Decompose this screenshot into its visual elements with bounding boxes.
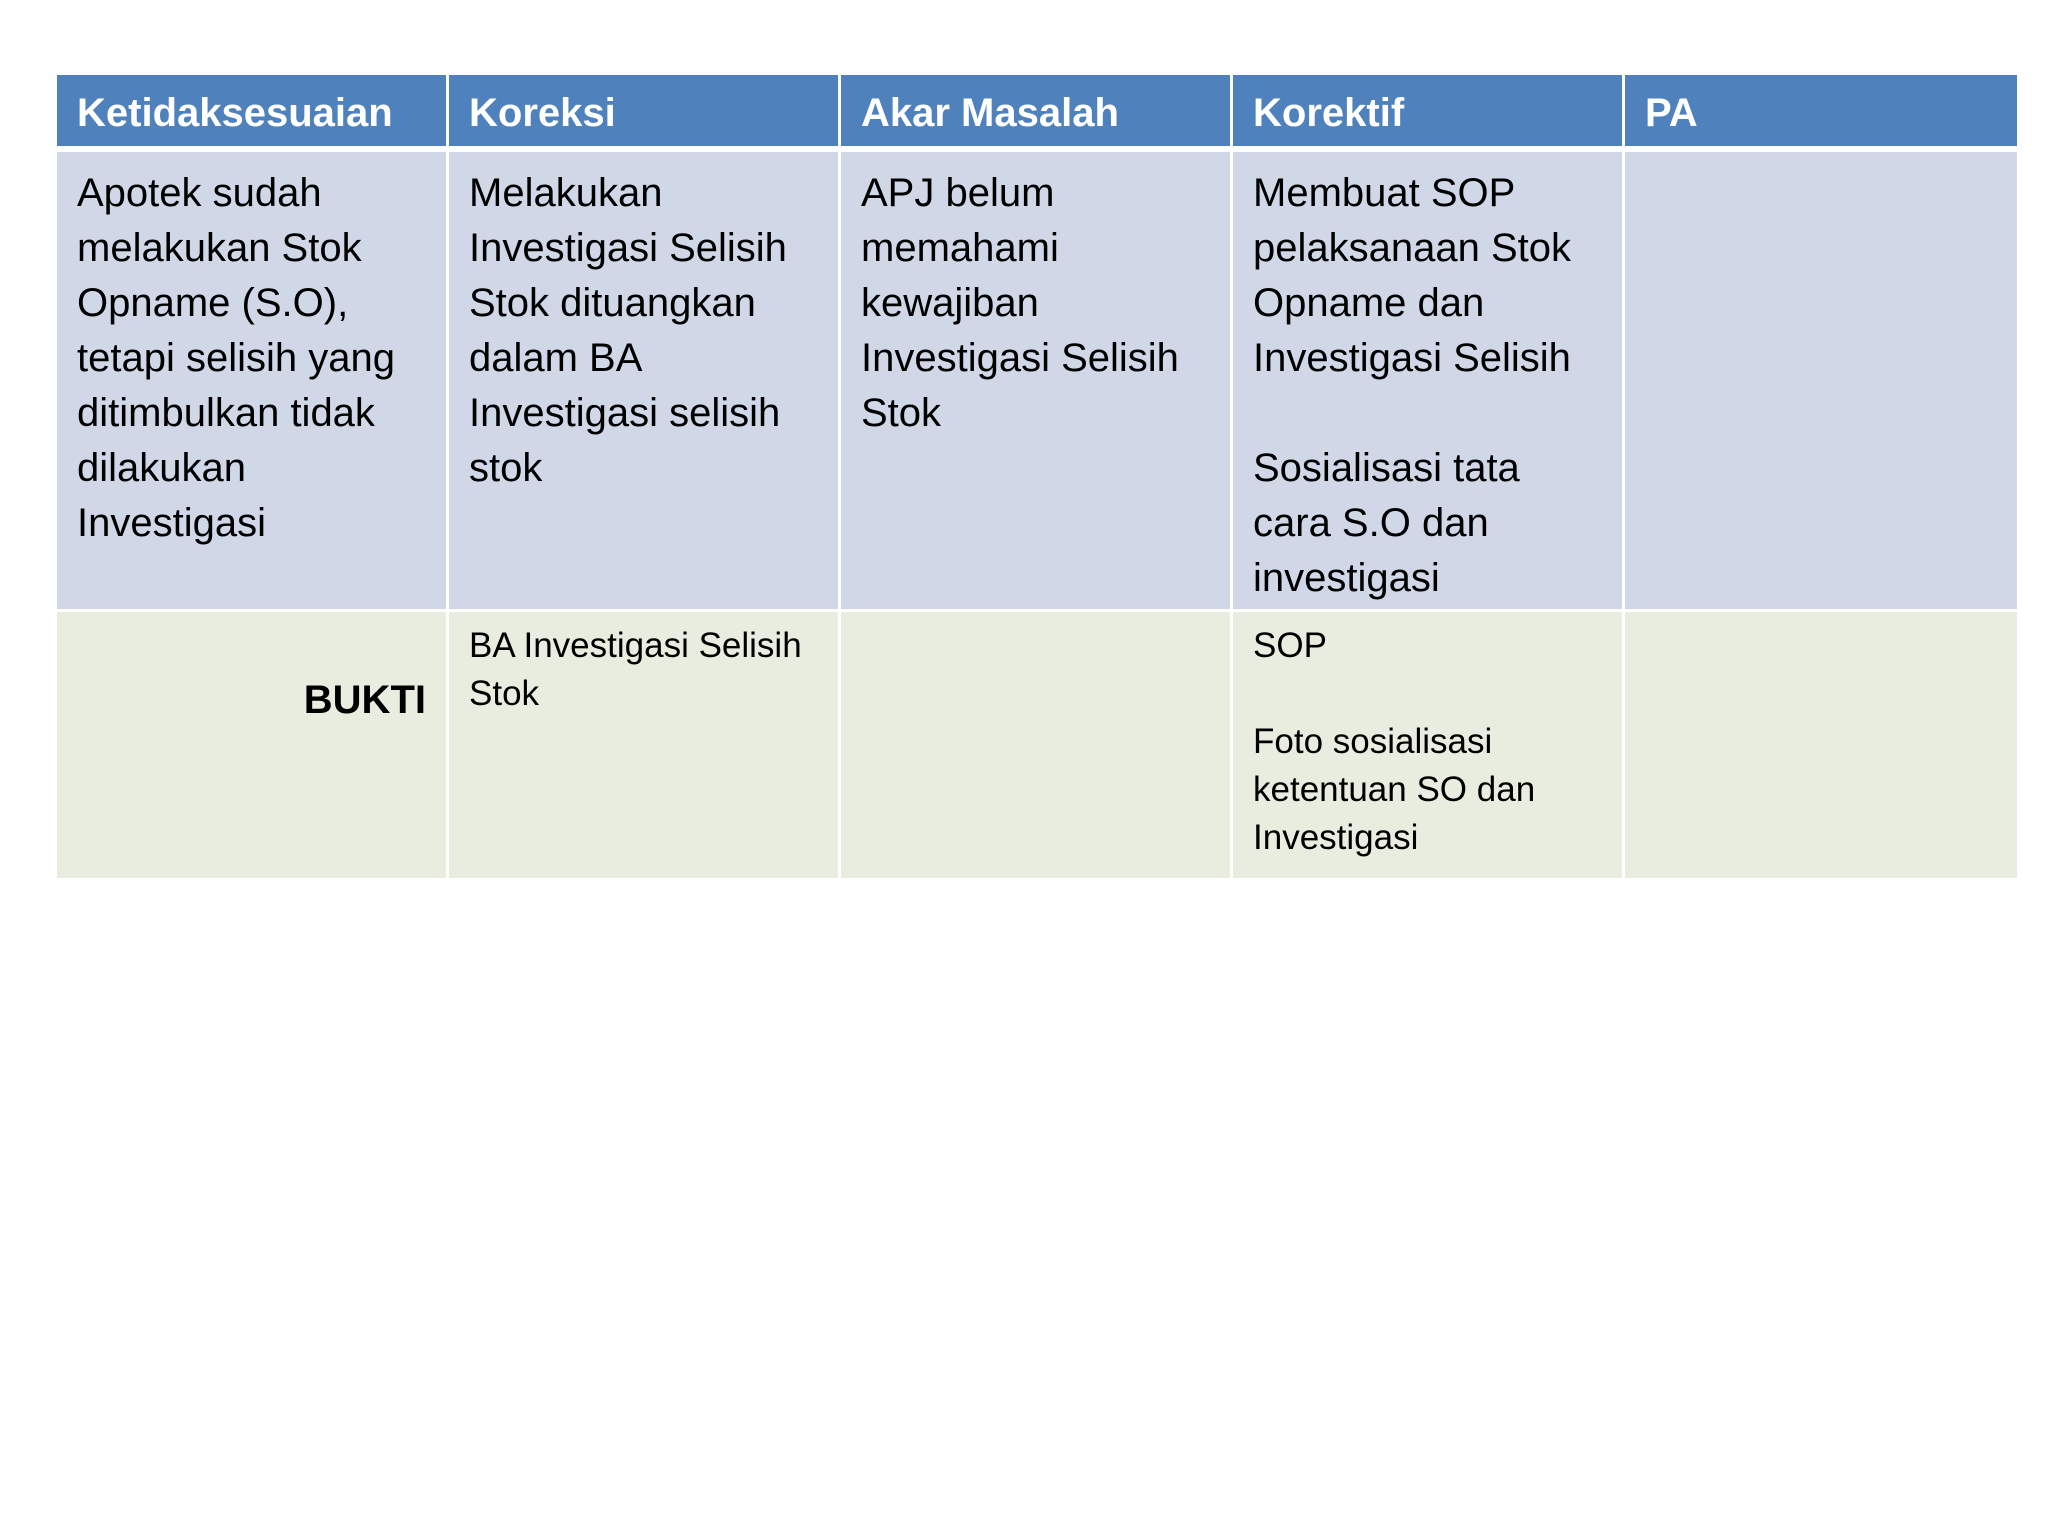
header-ketidaksesuaian: Ketidaksesuaian [57,75,449,152]
cell-pa [1625,152,2017,612]
cell-ketidaksesuaian: Apotek sudah melakukan Stok Opname (S.O), tetapi selisih yang ditimbulkan tidak dilakukan Investigasi [57,152,449,612]
bukti-item-sop: SOP [1253,626,1327,665]
cell-koreksi: Melakukan Investigasi Selisih Stok dituangkan dalam BA Investigasi selisih stok [449,152,841,612]
korektif-item-sosialisasi: Sosialisasi tata cara S.O dan investigasi [1253,446,1520,600]
bukti-akar-masalah [841,612,1233,881]
bukti-pa [1625,612,2017,881]
bukti-koreksi: BA Investigasi Selisih Stok [449,612,841,881]
cell-akar-masalah: APJ belum memahami kewajiban Investigasi Selisih Stok [841,152,1233,612]
header-akar-masalah: Akar Masalah [841,75,1233,152]
corrective-action-table [57,75,2017,881]
header-pa: PA [1625,75,2017,152]
header-koreksi: Koreksi [449,75,841,152]
cell-korektif [1233,152,1625,612]
bukti-korektif [1233,612,1625,881]
bukti-item-foto: Foto sosialisasi ketentuan SO dan Investigasi [1253,722,1536,857]
korektif-item-sop: Membuat SOP pelaksanaan Stok Opname dan Investigasi Selisih [1253,171,1572,380]
header-korektif: Korektif [1233,75,1625,152]
bukti-label: BUKTI [57,612,449,881]
